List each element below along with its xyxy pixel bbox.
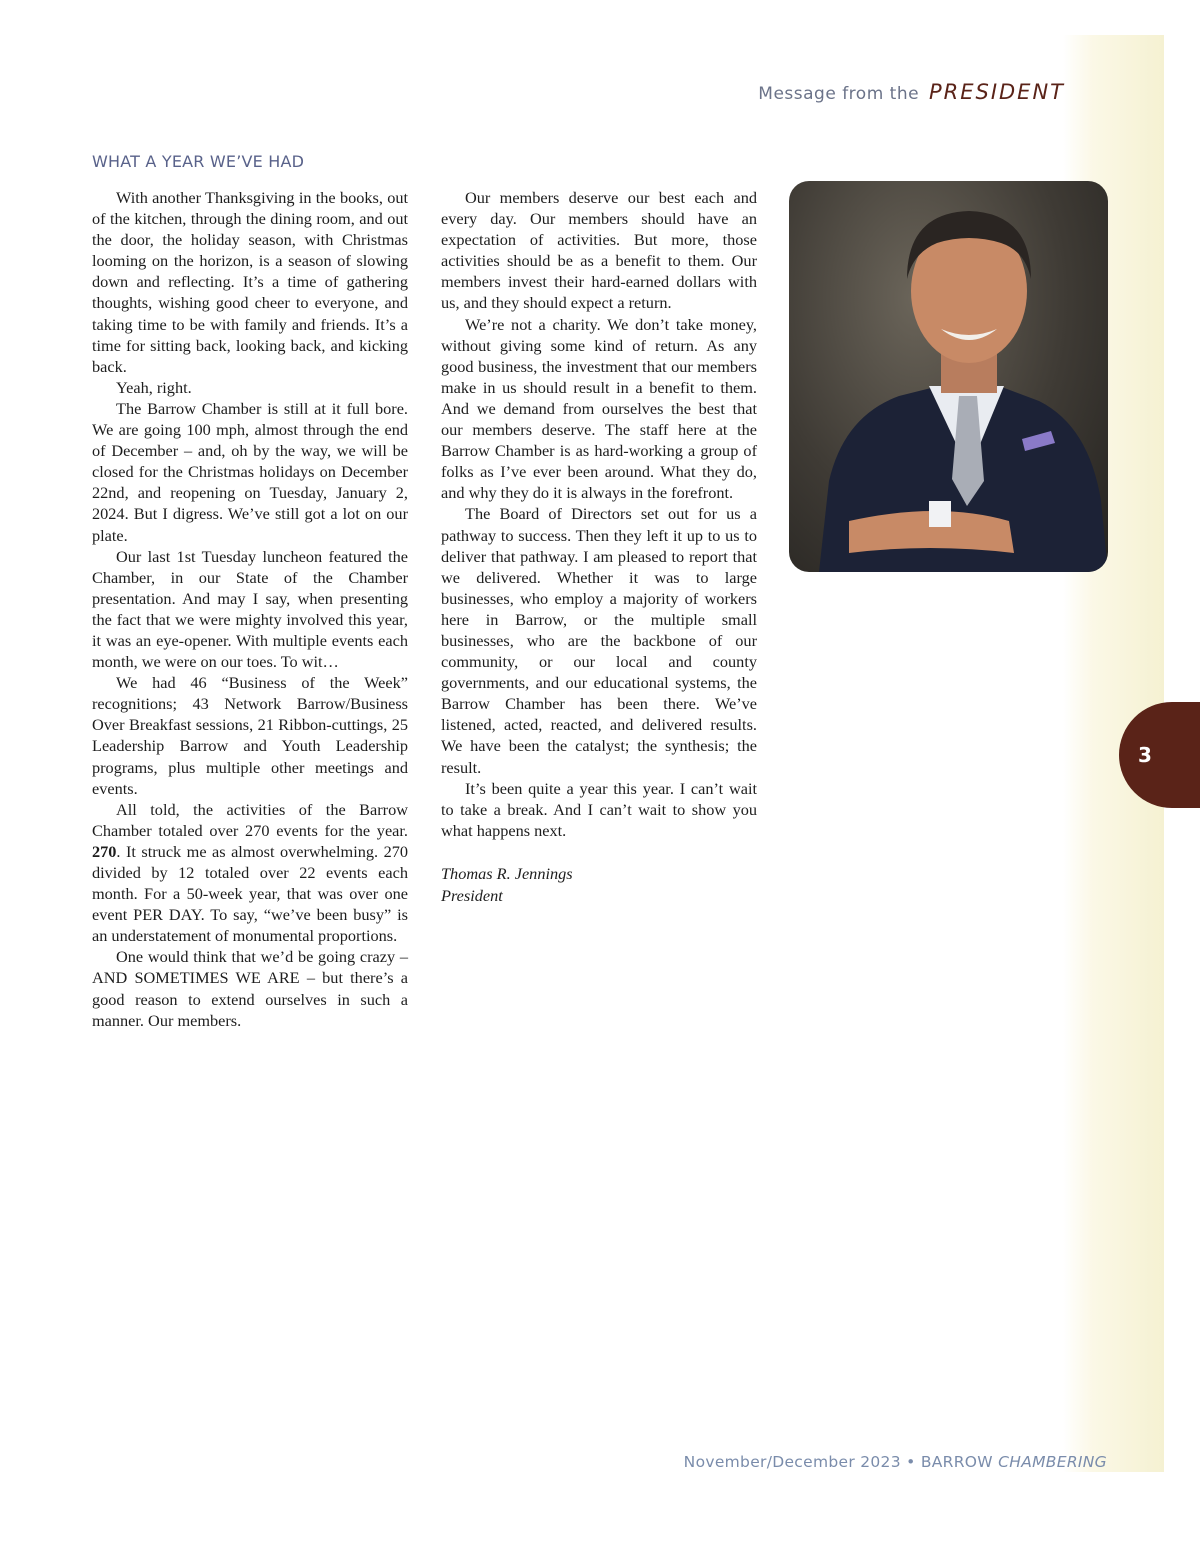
bold-figure: 270	[92, 841, 117, 861]
paragraph	[92, 799, 408, 947]
portrait-illustration	[789, 181, 1108, 572]
footer-brand: BARROW	[920, 1453, 993, 1471]
paragraph: Yeah, right.	[116, 377, 192, 397]
signature-title: President	[441, 885, 503, 905]
footer-separator: •	[906, 1453, 916, 1471]
article-column-left	[92, 187, 408, 1031]
paragraph: The Board of Directors set out for us a pathway to success. Then they left it up to us to deliver that pathway. I am pleased to report that we delivered. Whether it was to large businesses, who employ a majority of workers here in Barrow, or the multiple small businesses, who are the backbone of our community, or our local and county governments, and our educational systems, the Barrow Chamber has been there. We’ve listened, acted, reacted, and delivered results. We have been the catalyst; the synthesis; the result.	[441, 504, 757, 777]
page-number: 3	[1138, 743, 1152, 767]
page-footer	[684, 1453, 1107, 1471]
paragraph: It’s been quite a year this year. I can’t wait to take a break. And I can’t wait to show you what happens next.	[441, 778, 757, 840]
section-header	[758, 80, 1065, 104]
footer-issue: November/December 2023	[683, 1453, 901, 1471]
header-prefix: Message from the	[758, 84, 920, 104]
paragraph: Our last 1st Tuesday luncheon featured the Chamber, in our State of the Chamber presentation. And may I say, when presenting the fact that we were mighty involved this year, it was an eye-opener. With multiple events each month, we were on our toes. To wit…	[92, 546, 408, 672]
paragraph: With another Thanksgiving in the books, out of the kitchen, through the dining room, and out the door, the holiday season, with Christmas looming on the horizon, is a season of slowing down and reflecting. It’s a time of gathering thoughts, wishing good cheer to everyone, and taking time to be with family and friends. It’s a time for sitting back, looking back, and kicking back.	[92, 188, 408, 376]
article-column-right	[441, 187, 757, 907]
paragraph: One would think that we’d be going crazy – AND SOMETIMES WE ARE – but there’s a good reason to extend ourselves in such a manner. Our members.	[92, 947, 408, 1030]
footer-brand-italic: CHAMBERING	[998, 1453, 1107, 1471]
paragraph-text: All told, the activities of the Barrow Chamber totaled over 270 events for the year.	[92, 799, 408, 840]
paragraph: We had 46 “Business of the Week” recognitions; 43 Network Barrow/Business Over Breakfast sessions, 21 Ribbon-cuttings, 25 Leadership Barrow and Youth Leadership programs, plus multiple other meetings and events.	[92, 673, 408, 798]
paragraph-text: . It struck me as almost overwhelming. 270 divided by 12 totaled over 22 events each month. For a 50-week year, that was over one event PER DAY. To say, “we’ve been busy” is an understatement of monumental proportions.	[92, 841, 408, 946]
president-portrait-photo	[789, 181, 1108, 572]
article-title: WHAT A YEAR WE’VE HAD	[92, 152, 305, 171]
paragraph: The Barrow Chamber is still at it full bore. We are going 100 mph, almost through the end of December – and, oh by the way, we will be closed for the Christmas holidays on December 22nd, and reopening on Tuesday, January 2, 2024. But I digress. We’ve still got a lot on our plate.	[92, 398, 408, 545]
signature-block	[441, 863, 757, 907]
paragraph: We’re not a charity. We don’t take money, without giving some kind of return. As any good business, the investment that our members make in us should result in a benefit to them. And we demand from ourselves the best that our members deserve. The staff here at the Barrow Chamber is as hard-working a group of folks as I’ve ever been around. What they do, and why they do it is always in the forefront.	[441, 314, 757, 503]
signature-name: Thomas R. Jennings	[441, 863, 573, 883]
header-emphasis: PRESIDENT	[928, 80, 1065, 104]
paragraph: Our members deserve our best each and every day. Our members should have an expectation of activities. But more, those activities should be as a benefit to them. Our members invest their hard-earned dollars with us, and they should expect a return.	[441, 188, 757, 313]
